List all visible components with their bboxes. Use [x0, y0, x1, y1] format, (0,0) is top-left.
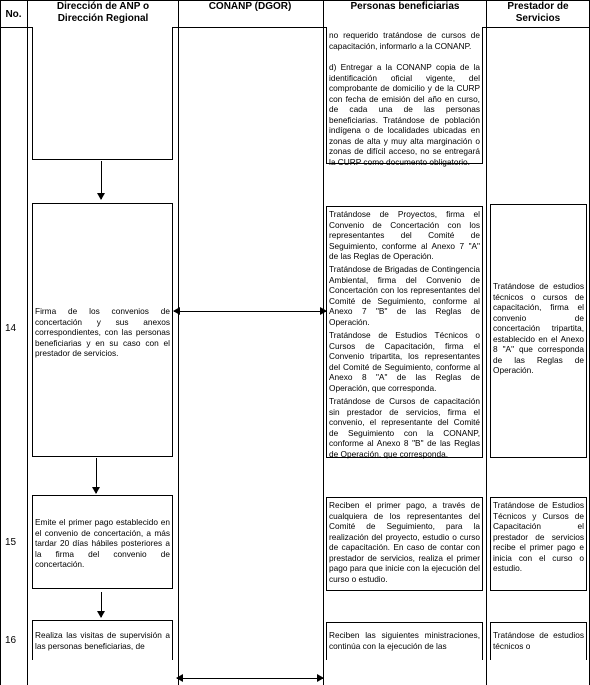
personas-text-16: Reciben las siguientes ministraciones, continúa con la ejecución de las [329, 630, 480, 651]
anp-text-16: Realiza las visitas de supervisión a las personas beneficiarias, de [35, 630, 170, 651]
personas-text-13a: no requerido tratándose de cursos de capacitación, informarlo a la CONANP. [329, 30, 480, 51]
flow-arrow-13-14 [101, 161, 102, 199]
grid-line-conanp [323, 0, 324, 685]
row-number-14: 14 [5, 323, 17, 334]
anp-box-13 [32, 27, 173, 160]
flow-arrow-14-15 [96, 458, 97, 493]
flow-arrow-14-personas [174, 311, 326, 312]
prestador-text-14: Tratándose de estudios técnicos o cursos de capacitación, firma el convenio de concertación tripartita, establecido en el Anexo 8 "A" que corresponda de las Reglas de Operación. [493, 281, 584, 375]
header-anp: Dirección de ANP o Dirección Regional [56, 1, 150, 24]
prestador-text-15: Tratándose de Estudios Técnicos y Cursos de Capacitación el prestador de servicios recibe el primer pago e inicia con el curso o estudio. [493, 500, 584, 573]
row-number-15: 15 [5, 537, 17, 548]
personas-text-14b: Tratándose de Brigadas de Contingencia Ambiental, firma del Convenio de Concertación con los representantes del Comité de Seguimiento, conforme al Anexo 7 "B" de las Reglas de Operación. [329, 264, 480, 327]
grid-line-anp [178, 0, 179, 685]
anp-text-15: Emite el primer pago establecido en el convenio de concertación, a más tardar 20 días hábiles posteriores a la firma del convenio de concertación. [35, 517, 170, 569]
prestador-text-16: Tratándose de estudios técnicos o [493, 630, 584, 651]
personas-text-13b: d) Entregar a la CONANP copia de la identificación oficial vigente, del comprobante de domicilio y de la CURP con fecha de emisión del año en curso, de cada una de las personas beneficiarias. Tratándose de población indígena o de localidades ubicadas en zonas de alta y muy alta marginación o zonas de difícil acceso, no se entregará la CURP como documento obligatorio. [329, 62, 480, 167]
personas-text-14d: Tratándose de Cursos de capacitación sin prestador de servicios, firma el convenio, el representante del Comité de Seguimiento con la CONANP, conforme al Anexo 8 "B" de las Reglas de Operación, que corresponda. [329, 396, 480, 459]
header-conanp: CONANP (DGOR) [208, 1, 292, 12]
header-personas: Personas beneficiarias [350, 1, 460, 12]
grid-line-personas [486, 0, 487, 685]
personas-text-14c: Tratándose de Estudios Técnicos o Cursos de Capacitación, firma el Convenio tripartita, los representantes del Comité de Seguimiento, conforme al Anexo 8 "A" de las Reglas de Operación, que corresponda. [329, 330, 480, 393]
personas-text-14a: Tratándose de Proyectos, firma el Convenio de Concertación con los representantes del Comité de Seguimiento, conforme al Anexo 7 "A" de las Reglas de Operación. [329, 209, 480, 261]
grid-line-no [27, 0, 28, 685]
header-no: No. [5, 9, 22, 20]
grid-line-left [0, 0, 1, 685]
header-prestador: Prestador de Servicios [507, 1, 569, 24]
flow-arrow-16-personas [177, 678, 323, 679]
flow-arrow-15-16 [101, 592, 102, 617]
personas-text-15: Reciben el primer pago, a través de cualquiera de los representantes del Comité de Seguimiento, para la realización del proyecto, estudio o curso de capacitación. En caso de contar con prestador de servicios, realiza el primer pago para que inicie con la ejecución del curso o estudio. [329, 500, 480, 584]
row-number-16: 16 [5, 635, 17, 646]
anp-text-14: Firma de los convenios de concertación y sus anexos correspondientes, con las personas beneficiarias y en su caso con el prestador de servicios. [35, 306, 170, 358]
